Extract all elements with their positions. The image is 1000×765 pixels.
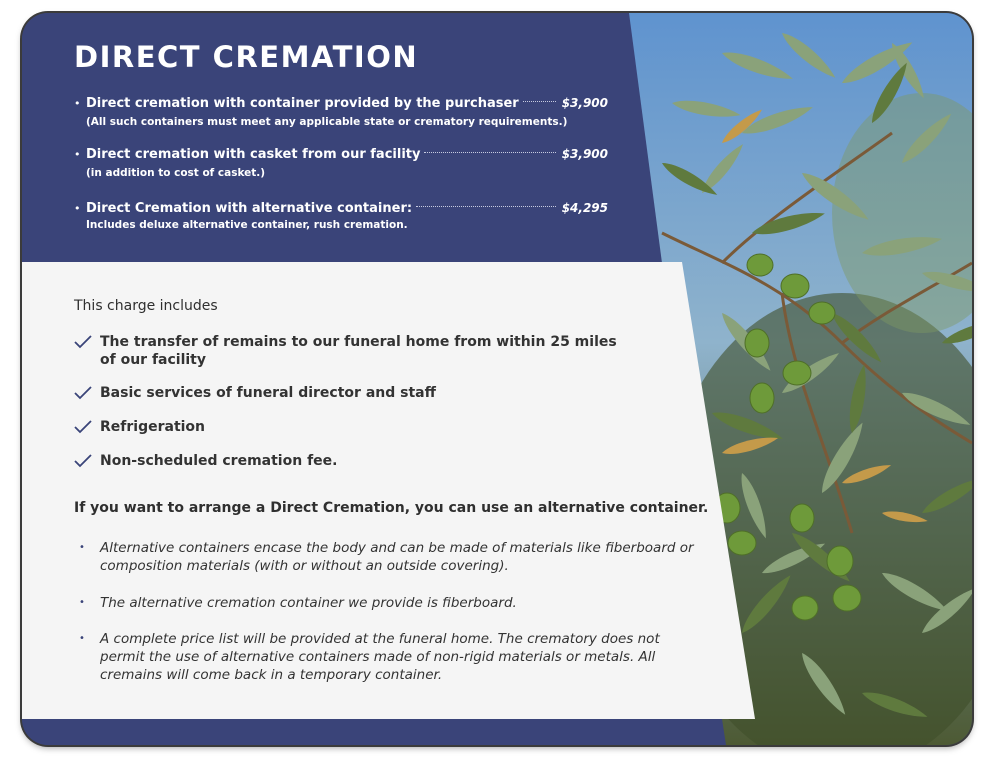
price-card xyxy=(22,13,972,745)
list-item xyxy=(74,418,634,436)
bullet-icon: • xyxy=(74,97,81,110)
bullet-icon: • xyxy=(79,597,85,608)
list-item xyxy=(74,594,694,612)
checkmark-icon xyxy=(74,452,100,470)
bullet-icon: • xyxy=(74,148,81,161)
list-item xyxy=(74,384,634,402)
list-item-text: The transfer of remains to our funeral home from within 25 miles of our facility xyxy=(100,334,617,368)
alternative-container-statement: If you want to arrange a Direct Cremation, you can use an alternative container. xyxy=(74,500,709,516)
list-item xyxy=(74,333,634,369)
checkmark-icon xyxy=(74,384,100,402)
price-item-note: Includes deluxe alternative container, rush cremation. xyxy=(86,219,408,231)
dotted-leader xyxy=(424,152,555,153)
price-item xyxy=(74,96,608,128)
bullet-icon: • xyxy=(79,633,85,644)
price-item-name: Direct Cremation with alternative container: xyxy=(86,201,413,216)
list-item-text: The alternative cremation container we provide is fiberboard. xyxy=(100,595,517,611)
list-item-text: A complete price list will be provided at the funeral home. The crematory does not permit the use of alternative containers made of non-rigid materials or metals. All cremains will come back in a temporary container. xyxy=(100,631,660,683)
list-item xyxy=(74,452,634,470)
includes-heading: This charge includes xyxy=(74,298,218,314)
page-title: DIRECT CREMATION xyxy=(74,40,419,74)
price-item-note: (All such containers must meet any applicable state or crematory requirements.) xyxy=(86,116,568,128)
checkmark-icon xyxy=(74,418,100,436)
list-item xyxy=(74,539,694,575)
list-item xyxy=(74,630,694,684)
list-item-text: Basic services of funeral director and staff xyxy=(100,385,436,401)
checkmark-icon xyxy=(74,333,100,369)
price-value: $4,295 xyxy=(561,201,608,215)
bullet-icon: • xyxy=(74,202,81,215)
list-item-text: Refrigeration xyxy=(100,419,206,435)
price-item-name: Direct cremation with container provided by the purchaser xyxy=(86,96,519,111)
price-item-note: (in addition to cost of casket.) xyxy=(86,167,266,179)
price-item xyxy=(74,147,608,179)
dotted-leader xyxy=(523,101,556,102)
price-value: $3,900 xyxy=(561,147,608,161)
dotted-leader xyxy=(416,206,556,207)
list-item-text: Non-scheduled cremation fee. xyxy=(100,453,338,469)
price-item-name: Direct cremation with casket from our facility xyxy=(86,147,421,162)
bullet-icon: • xyxy=(79,542,85,553)
price-value: $3,900 xyxy=(561,96,608,110)
price-item xyxy=(74,201,608,231)
list-item-text: Alternative containers encase the body and can be made of materials like fiberboard or composition materials (with or without an outside covering). xyxy=(100,540,694,574)
